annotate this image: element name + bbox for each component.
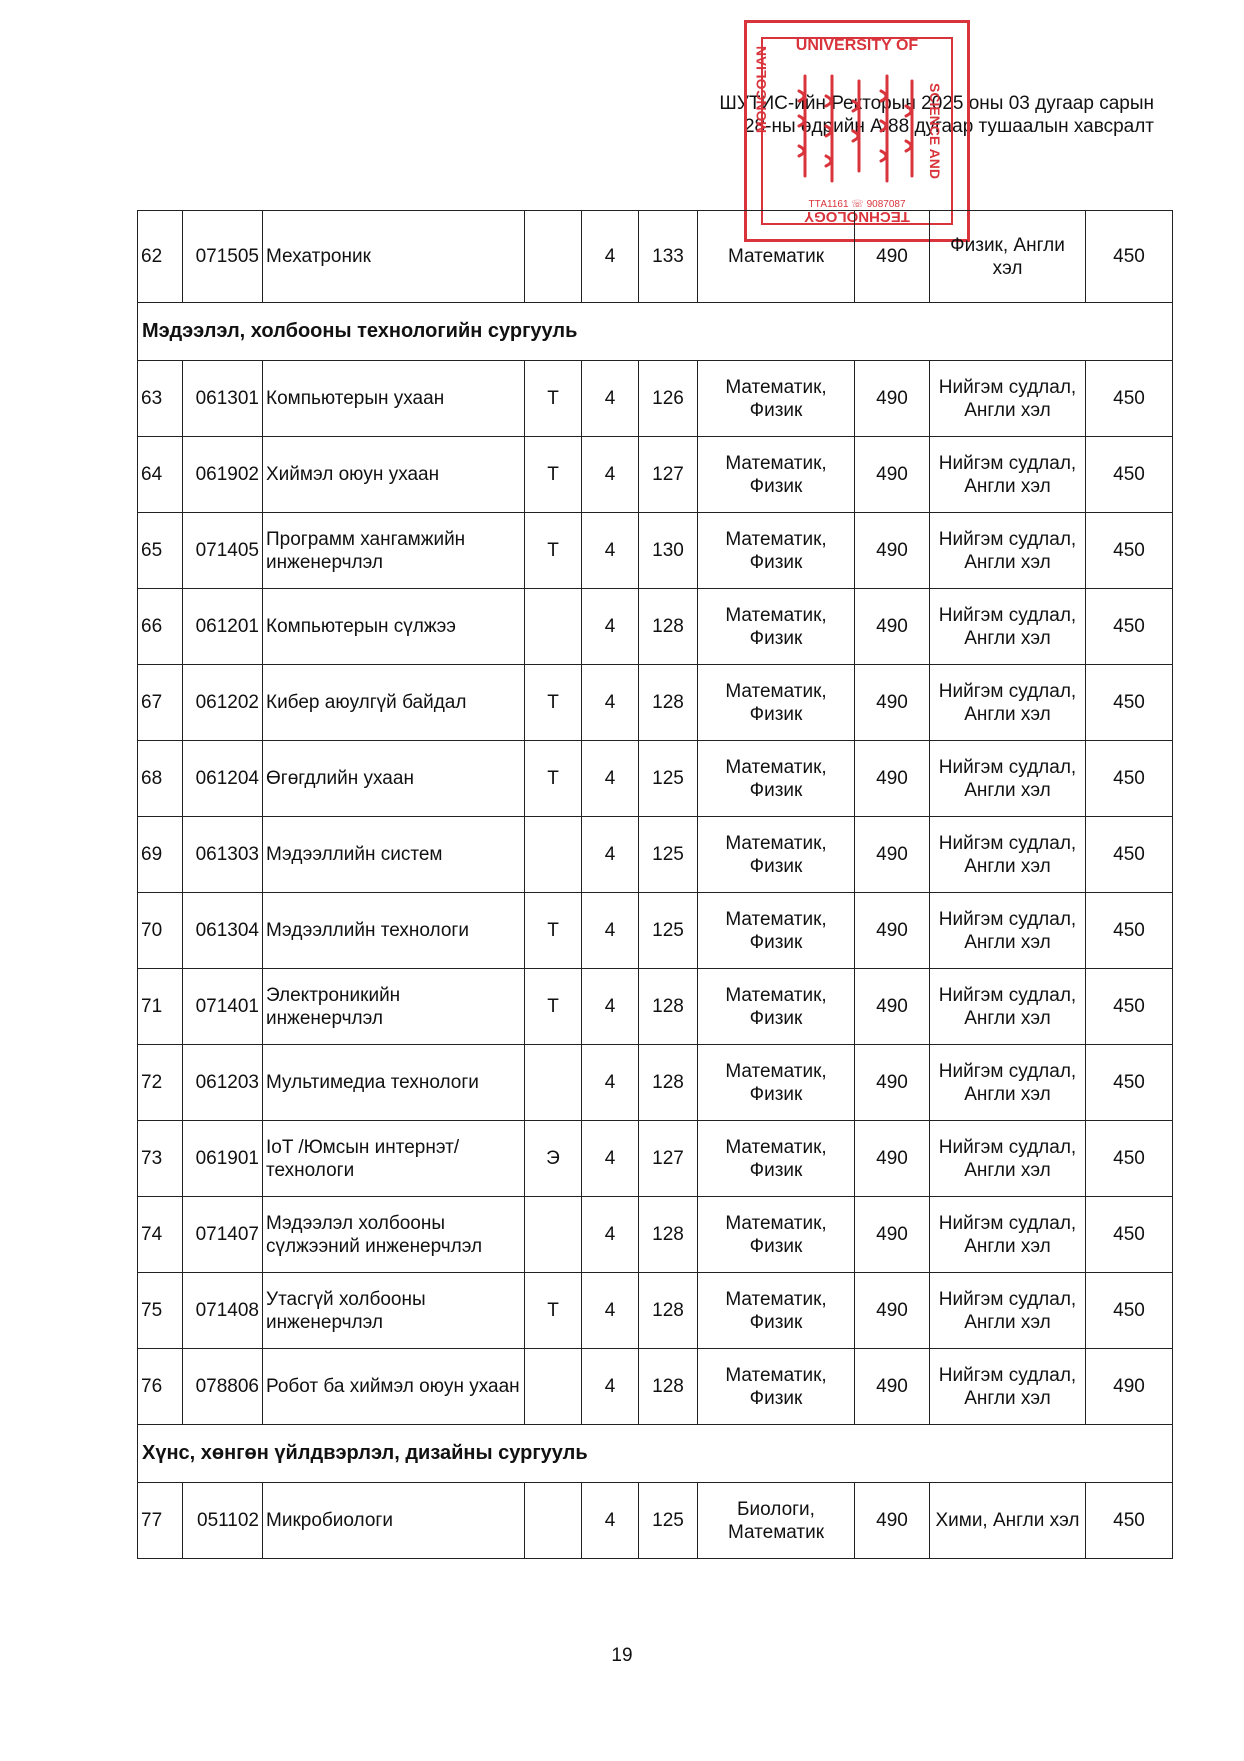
- program-name: Өгөгдлийн ухаан: [263, 741, 525, 817]
- credit-count: 127: [639, 1121, 698, 1197]
- program-mark: [525, 1483, 582, 1559]
- min-score-primary: 490: [855, 361, 930, 437]
- required-subject-secondary: Нийгэм судлал, Англи хэл: [930, 513, 1086, 589]
- table-row: [138, 211, 1173, 303]
- required-subject-primary: Математик, Физик: [698, 741, 855, 817]
- min-score-secondary: 450: [1086, 817, 1173, 893]
- program-mark: Э: [525, 1121, 582, 1197]
- min-score-secondary: 450: [1086, 1121, 1173, 1197]
- required-subject-primary: Математик, Физик: [698, 1273, 855, 1349]
- program-code: 071408: [183, 1273, 263, 1349]
- study-years: 4: [582, 969, 639, 1045]
- program-number: 67: [138, 665, 183, 741]
- credit-count: 127: [639, 437, 698, 513]
- required-subject-primary: Математик, Физик: [698, 361, 855, 437]
- credit-count: 128: [639, 1197, 698, 1273]
- study-years: 4: [582, 589, 639, 665]
- required-subject-secondary: Нийгэм судлал, Англи хэл: [930, 437, 1086, 513]
- program-name: Мэдээлэл холбооны сүлжээний инженерчлэл: [263, 1197, 525, 1273]
- min-score-secondary: 450: [1086, 589, 1173, 665]
- program-name: IoT /Юмсын интернэт/ технологи: [263, 1121, 525, 1197]
- program-mark: [525, 1349, 582, 1425]
- program-code: 061902: [183, 437, 263, 513]
- program-mark: [525, 1045, 582, 1121]
- program-number: 68: [138, 741, 183, 817]
- required-subject-secondary: Нийгэм судлал, Англи хэл: [930, 1273, 1086, 1349]
- program-code: 071405: [183, 513, 263, 589]
- program-mark: Т: [525, 741, 582, 817]
- credit-count: 125: [639, 1483, 698, 1559]
- required-subject-primary: Математик, Физик: [698, 817, 855, 893]
- program-number: 71: [138, 969, 183, 1045]
- min-score-secondary: 450: [1086, 741, 1173, 817]
- required-subject-secondary: Нийгэм судлал, Англи хэл: [930, 817, 1086, 893]
- required-subject-primary: Математик, Физик: [698, 437, 855, 513]
- min-score-primary: 490: [855, 1197, 930, 1273]
- required-subject-primary: Математик, Физик: [698, 589, 855, 665]
- table-row: [138, 665, 1173, 741]
- min-score-primary: 490: [855, 741, 930, 817]
- required-subject-primary: Математик: [698, 211, 855, 303]
- program-name: Микробиологи: [263, 1483, 525, 1559]
- credit-count: 130: [639, 513, 698, 589]
- credit-count: 128: [639, 665, 698, 741]
- program-mark: [525, 817, 582, 893]
- min-score-primary: 490: [855, 1045, 930, 1121]
- program-name: Компьютерын сүлжээ: [263, 589, 525, 665]
- credit-count: 126: [639, 361, 698, 437]
- credit-count: 133: [639, 211, 698, 303]
- program-mark: [525, 211, 582, 303]
- program-number: 66: [138, 589, 183, 665]
- min-score-primary: 490: [855, 211, 930, 303]
- program-name: Робот ба хиймэл оюун ухаан: [263, 1349, 525, 1425]
- program-name: Кибер аюулгүй байдал: [263, 665, 525, 741]
- credit-count: 125: [639, 817, 698, 893]
- required-subject-secondary: Нийгэм судлал, Англи хэл: [930, 1197, 1086, 1273]
- study-years: 4: [582, 1349, 639, 1425]
- study-years: 4: [582, 665, 639, 741]
- page-number: 19: [611, 1645, 633, 1666]
- required-subject-primary: Биологи, Математик: [698, 1483, 855, 1559]
- study-years: 4: [582, 893, 639, 969]
- program-code: 071505: [183, 211, 263, 303]
- program-code: 071407: [183, 1197, 263, 1273]
- program-name: Мультимедиа технологи: [263, 1045, 525, 1121]
- min-score-primary: 490: [855, 513, 930, 589]
- min-score-secondary: 450: [1086, 969, 1173, 1045]
- stamp-mongolian-script-icon: [787, 71, 927, 191]
- min-score-primary: 490: [855, 969, 930, 1045]
- program-code: 061901: [183, 1121, 263, 1197]
- table-row: [138, 1349, 1173, 1425]
- required-subject-primary: Математик, Физик: [698, 893, 855, 969]
- required-subject-primary: Математик, Физик: [698, 1349, 855, 1425]
- program-code: 061303: [183, 817, 263, 893]
- table-row: [138, 893, 1173, 969]
- program-mark: Т: [525, 437, 582, 513]
- program-number: 63: [138, 361, 183, 437]
- program-code: 078806: [183, 1349, 263, 1425]
- required-subject-secondary: Нийгэм судлал, Англи хэл: [930, 969, 1086, 1045]
- program-name: Мэдээллийн систем: [263, 817, 525, 893]
- study-years: 4: [582, 1197, 639, 1273]
- min-score-secondary: 450: [1086, 1483, 1173, 1559]
- program-code: 061304: [183, 893, 263, 969]
- study-years: 4: [582, 437, 639, 513]
- program-code: 061201: [183, 589, 263, 665]
- required-subject-secondary: Нийгэм судлал, Англи хэл: [930, 1045, 1086, 1121]
- credit-count: 128: [639, 589, 698, 665]
- table-row: [138, 969, 1173, 1045]
- program-name: Утасгүй холбооны инженерчлэл: [263, 1273, 525, 1349]
- school-section-title: Мэдээлэл, холбооны технологийн сургууль: [138, 303, 1173, 361]
- program-code: 061203: [183, 1045, 263, 1121]
- min-score-secondary: 450: [1086, 665, 1173, 741]
- table-body: [138, 211, 1173, 1559]
- credit-count: 128: [639, 1045, 698, 1121]
- table-row: [138, 1273, 1173, 1349]
- min-score-secondary: 450: [1086, 893, 1173, 969]
- program-name: Мехатроник: [263, 211, 525, 303]
- table-row: [138, 361, 1173, 437]
- study-years: 4: [582, 817, 639, 893]
- credit-count: 125: [639, 893, 698, 969]
- school-section-row: [138, 1425, 1173, 1483]
- table-row: [138, 1121, 1173, 1197]
- table-row: [138, 741, 1173, 817]
- program-number: 74: [138, 1197, 183, 1273]
- program-name: Хиймэл оюун ухаан: [263, 437, 525, 513]
- header-line-1: ШУТИС-ийн Ректорын 2025 оны 03 дугаар сарын: [719, 93, 1154, 114]
- study-years: 4: [582, 361, 639, 437]
- min-score-secondary: 450: [1086, 437, 1173, 513]
- credit-count: 128: [639, 969, 698, 1045]
- required-subject-secondary: Хими, Англи хэл: [930, 1483, 1086, 1559]
- required-subject-secondary: Нийгэм судлал, Англи хэл: [930, 741, 1086, 817]
- required-subject-secondary: Нийгэм судлал, Англи хэл: [930, 665, 1086, 741]
- program-number: 75: [138, 1273, 183, 1349]
- required-subject-secondary: Нийгэм судлал, Англи хэл: [930, 893, 1086, 969]
- program-number: 64: [138, 437, 183, 513]
- credit-count: 128: [639, 1349, 698, 1425]
- program-number: 69: [138, 817, 183, 893]
- min-score-secondary: 490: [1086, 1349, 1173, 1425]
- min-score-secondary: 450: [1086, 1197, 1173, 1273]
- table-row: [138, 513, 1173, 589]
- program-name: Электроникийн инженерчлэл: [263, 969, 525, 1045]
- table-row: [138, 1045, 1173, 1121]
- min-score-secondary: 450: [1086, 1273, 1173, 1349]
- program-mark: [525, 1197, 582, 1273]
- stamp-text-left: MONGOLIAN: [753, 45, 769, 133]
- program-mark: Т: [525, 969, 582, 1045]
- header-line-2: 28-ны өдрийн А/88 дугаар тушаалын хавсралт: [743, 116, 1154, 137]
- table-row: [138, 817, 1173, 893]
- required-subject-secondary: Физик, Англи хэл: [930, 211, 1086, 303]
- program-code: 061301: [183, 361, 263, 437]
- study-years: 4: [582, 1483, 639, 1559]
- study-years: 4: [582, 1121, 639, 1197]
- min-score-primary: 490: [855, 665, 930, 741]
- table-row: [138, 589, 1173, 665]
- program-name: Мэдээллийн технологи: [263, 893, 525, 969]
- stamp-text-right: SCIENCE AND: [927, 83, 943, 179]
- min-score-primary: 490: [855, 817, 930, 893]
- min-score-primary: 490: [855, 1121, 930, 1197]
- min-score-primary: 490: [855, 1273, 930, 1349]
- study-years: 4: [582, 741, 639, 817]
- program-number: 72: [138, 1045, 183, 1121]
- required-subject-primary: Математик, Физик: [698, 513, 855, 589]
- min-score-secondary: 450: [1086, 361, 1173, 437]
- required-subject-primary: Математик, Физик: [698, 1121, 855, 1197]
- stamp-text-bottom: TECHNOLOGY: [804, 208, 910, 225]
- study-years: 4: [582, 1045, 639, 1121]
- program-number: 62: [138, 211, 183, 303]
- program-number: 76: [138, 1349, 183, 1425]
- program-mark: Т: [525, 665, 582, 741]
- school-section-row: [138, 303, 1173, 361]
- min-score-primary: 490: [855, 589, 930, 665]
- min-score-primary: 490: [855, 1349, 930, 1425]
- min-score-secondary: 450: [1086, 211, 1173, 303]
- program-code: 051102: [183, 1483, 263, 1559]
- program-number: 73: [138, 1121, 183, 1197]
- min-score-primary: 490: [855, 893, 930, 969]
- required-subject-secondary: Нийгэм судлал, Англи хэл: [930, 1121, 1086, 1197]
- min-score-secondary: 450: [1086, 1045, 1173, 1121]
- required-subject-secondary: Нийгэм судлал, Англи хэл: [930, 589, 1086, 665]
- program-name: Программ хангамжийн инженерчлэл: [263, 513, 525, 589]
- required-subject-secondary: Нийгэм судлал, Англи хэл: [930, 361, 1086, 437]
- min-score-primary: 490: [855, 437, 930, 513]
- table-row: [138, 437, 1173, 513]
- study-years: 4: [582, 513, 639, 589]
- required-subject-primary: Математик, Физик: [698, 969, 855, 1045]
- required-subject-secondary: Нийгэм судлал, Англи хэл: [930, 1349, 1086, 1425]
- credit-count: 128: [639, 1273, 698, 1349]
- school-section-title: Хүнс, хөнгөн үйлдвэрлэл, дизайны сургууль: [138, 1425, 1173, 1483]
- study-years: 4: [582, 211, 639, 303]
- min-score-secondary: 450: [1086, 513, 1173, 589]
- program-code: 071401: [183, 969, 263, 1045]
- program-mark: Т: [525, 513, 582, 589]
- stamp-registration: ТТА1161 ☏ 9087087: [808, 199, 906, 210]
- table-row: [138, 1483, 1173, 1559]
- credit-count: 125: [639, 741, 698, 817]
- program-name: Компьютерын ухаан: [263, 361, 525, 437]
- program-mark: [525, 589, 582, 665]
- required-subject-primary: Математик, Физик: [698, 665, 855, 741]
- min-score-primary: 490: [855, 1483, 930, 1559]
- table-row: [138, 1197, 1173, 1273]
- program-code: 061202: [183, 665, 263, 741]
- program-admission-table: [137, 210, 1173, 1559]
- program-mark: Т: [525, 893, 582, 969]
- stamp-text-top: UNIVERSITY OF: [795, 37, 919, 54]
- program-number: 77: [138, 1483, 183, 1559]
- required-subject-primary: Математик, Физик: [698, 1197, 855, 1273]
- program-number: 65: [138, 513, 183, 589]
- program-number: 70: [138, 893, 183, 969]
- program-mark: Т: [525, 1273, 582, 1349]
- university-seal-stamp: [744, 20, 970, 242]
- program-mark: Т: [525, 361, 582, 437]
- program-code: 061204: [183, 741, 263, 817]
- study-years: 4: [582, 1273, 639, 1349]
- required-subject-primary: Математик, Физик: [698, 1045, 855, 1121]
